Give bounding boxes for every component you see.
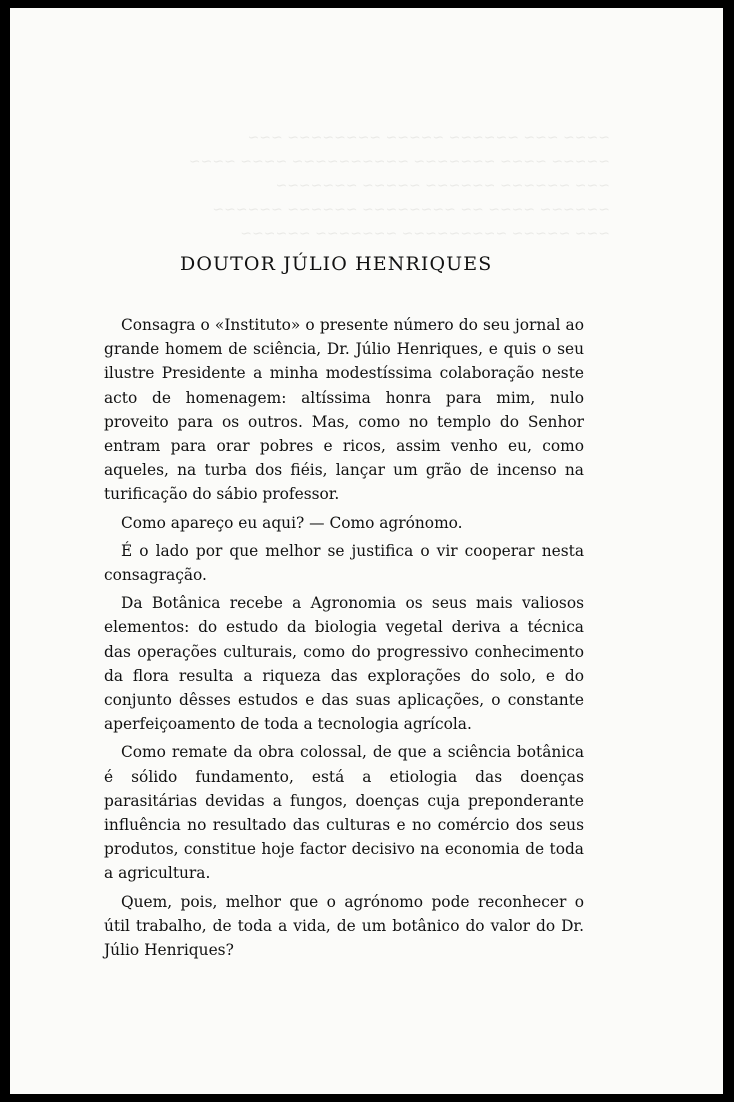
- paragraph-6: Quem, pois, melhor que o agrónomo pode reconhecer o útil trabalho, de toda a vida, de um botânico do valor do Dr. Júlio Henriques?: [104, 892, 584, 960]
- paragraph-4: Da Botânica recebe a Agronomia os seus mais valiosos elementos: do estudo da biologia vegetal deriva a técnica das operações culturais, como do progressivo conhecimento da flora resulta a riqueza das explorações do solo, e do conjunto dêsses estudos e das suas aplicações, o constante aperfeiçoamento de toda a tecnologia agrícola.: [104, 594, 584, 734]
- paragraph-2: Como apareço eu aqui? — Como agrónomo.: [121, 513, 463, 532]
- document-page: [10, 8, 723, 1094]
- article-body: [104, 313, 584, 962]
- paragraph-3: É o lado por que melhor se justifica o vir cooperar nesta consagração.: [104, 541, 584, 585]
- paragraph-5: Como remate da obra colossal, de que a sciência botânica é sólido fundamento, está a etiologia das doenças parasitárias devidas a fungos, doenças cuja preponderante influência no resultado das culturas e no comércio dos seus produtos, constitue hoje factor decisivo na economia de toda a agricultura.: [104, 743, 584, 883]
- paragraph-1: Consagra o «Instituto» o presente número do seu jornal ao grande homem de sciência, Dr. Júlio Henriques, e quis o seu ilustre Presidente a minha modestíssima colaboração neste acto de homenagem: altíssima honra para mim, nulo proveito para os outros. Mas, como no templo do Senhor entram para orar pobres e ricos, assim venho eu, como aqueles, na turba dos fiéis, lançar um grão de incenso na turificação do sábio professor.: [104, 316, 584, 504]
- page-title: DOUTOR JÚLIO HENRIQUES: [180, 253, 493, 275]
- bleed-through-texture: ~~~~ ~~~ ~~~~~~ ~~~~~ ~~~~~~~~ ~~~ ~~~~~ ~~~~ ~~~~~~~ ~~~~~~~~~~ ~~~~ ~~~~ ~~~ ~~~~~~ ~~~~~~ ~~~~~ ~~~~~~~ ~~~~~~ ~~~~ ~~ ~~~~~~~~ ~~~~~~ ~~~~~~ ~~~ ~~~~~ ~~~~~~~~~ ~~~~~~~ ~~~~~~: [188, 130, 610, 242]
